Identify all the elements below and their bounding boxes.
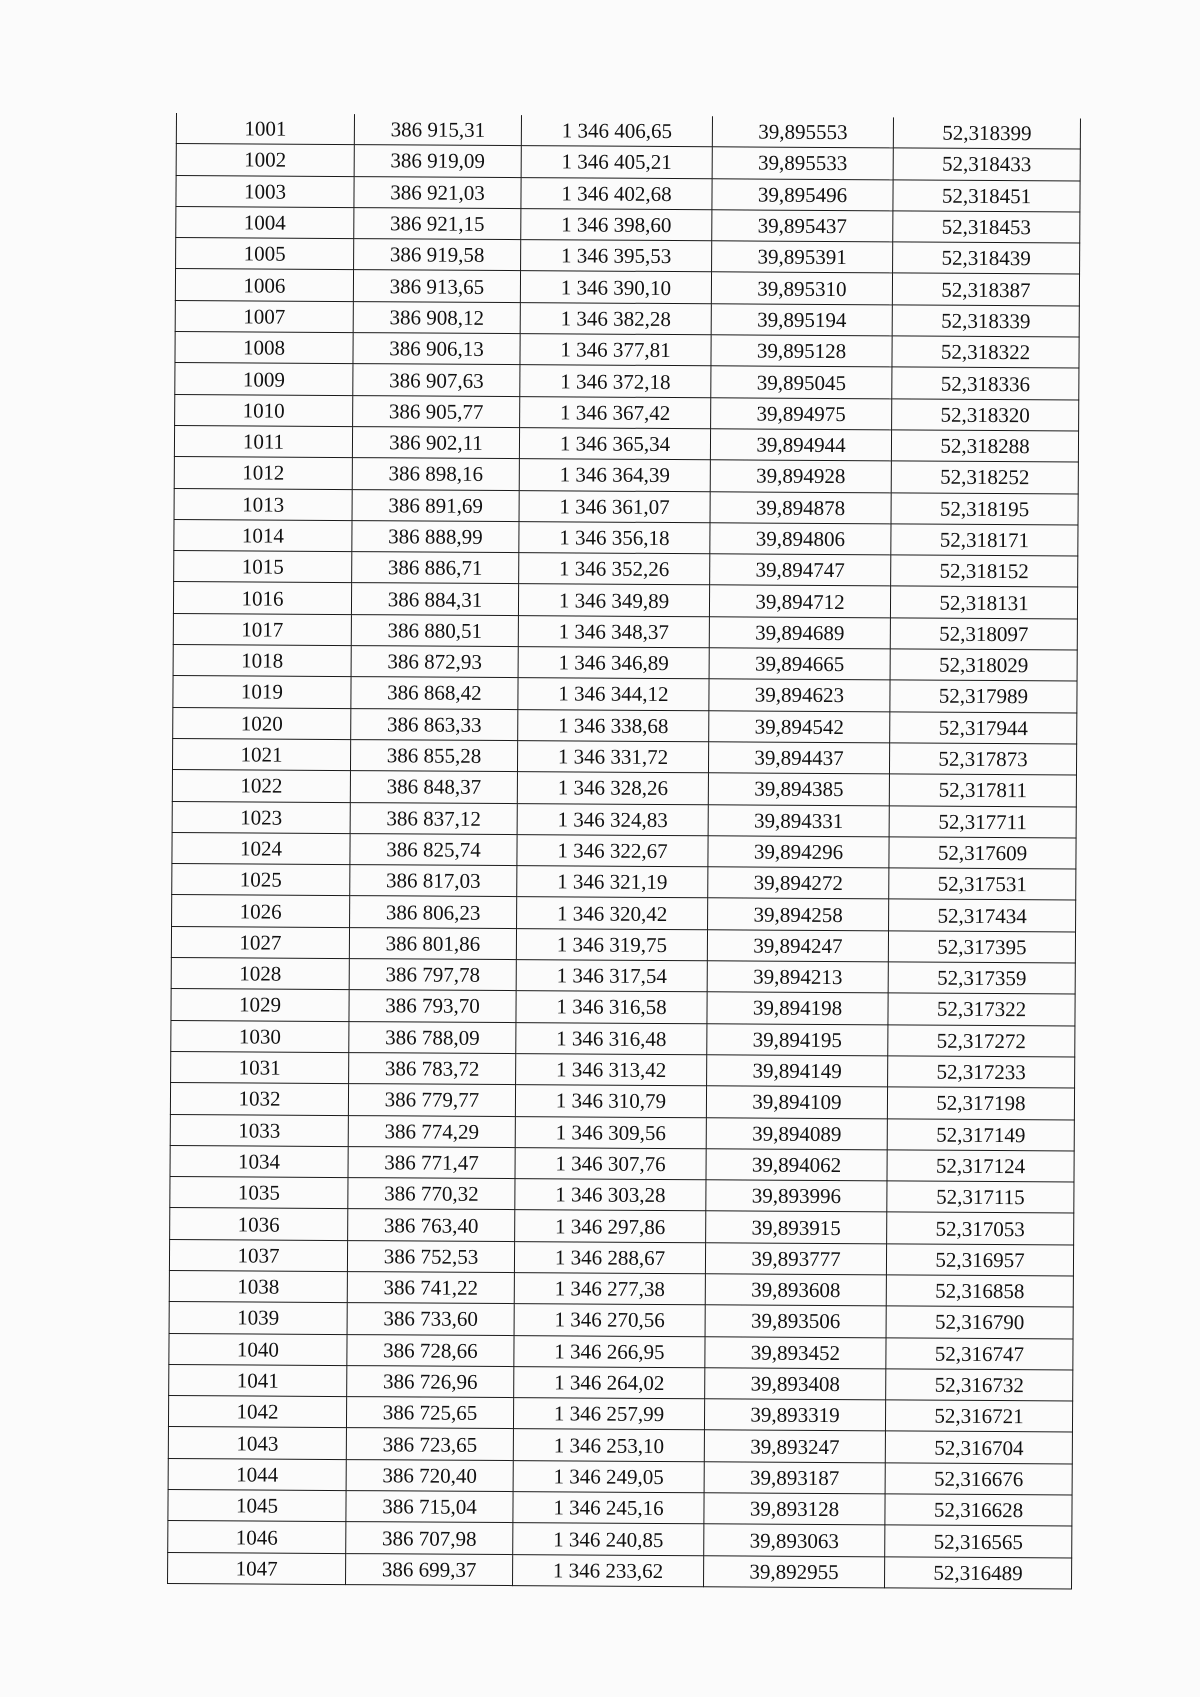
latitude-cell: 39,893996 <box>706 1180 887 1212</box>
point-number-cell: 1044 <box>168 1458 346 1490</box>
longitude-cell: 52,317322 <box>888 993 1075 1025</box>
y-coordinate-cell: 1 346 264,02 <box>514 1366 705 1398</box>
x-coordinate-cell: 386 733,60 <box>347 1303 514 1335</box>
longitude-cell: 52,317272 <box>888 1024 1075 1056</box>
y-coordinate-cell: 1 346 249,05 <box>513 1460 704 1492</box>
x-coordinate-cell: 386 902,11 <box>352 427 519 459</box>
latitude-cell: 39,894213 <box>707 961 888 993</box>
point-number-cell: 1011 <box>174 425 352 457</box>
y-coordinate-cell: 1 346 233,62 <box>513 1554 704 1586</box>
x-coordinate-cell: 386 752,53 <box>347 1240 514 1272</box>
longitude-cell: 52,317233 <box>888 1056 1075 1088</box>
x-coordinate-cell: 386 801,86 <box>349 927 516 959</box>
latitude-cell: 39,894437 <box>708 742 889 774</box>
latitude-cell: 39,893247 <box>704 1430 885 1462</box>
x-coordinate-cell: 386 779,77 <box>348 1084 515 1116</box>
latitude-cell: 39,893187 <box>704 1462 885 1494</box>
point-number-cell: 1005 <box>176 238 354 270</box>
point-number-cell: 1009 <box>175 363 353 395</box>
x-coordinate-cell: 386 793,70 <box>349 990 516 1022</box>
longitude-cell: 52,317989 <box>890 680 1077 712</box>
longitude-cell: 52,316704 <box>885 1431 1072 1463</box>
longitude-cell: 52,318336 <box>892 367 1079 399</box>
point-number-cell: 1029 <box>171 989 349 1021</box>
longitude-cell: 52,318252 <box>891 461 1078 493</box>
point-number-cell: 1040 <box>169 1333 347 1365</box>
y-coordinate-cell: 1 346 316,58 <box>516 991 707 1023</box>
point-number-cell: 1039 <box>169 1302 347 1334</box>
longitude-cell: 52,317944 <box>890 712 1077 744</box>
x-coordinate-cell: 386 863,33 <box>351 708 518 740</box>
longitude-cell: 52,318029 <box>890 649 1077 681</box>
y-coordinate-cell: 1 346 316,48 <box>516 1022 707 1054</box>
latitude-cell: 39,894272 <box>708 867 889 899</box>
longitude-cell: 52,316565 <box>885 1525 1072 1557</box>
longitude-cell: 52,318131 <box>890 586 1077 618</box>
point-number-cell: 1008 <box>175 332 353 364</box>
point-number-cell: 1026 <box>172 895 350 927</box>
point-number-cell: 1001 <box>176 113 354 145</box>
x-coordinate-cell: 386 907,63 <box>353 364 520 396</box>
longitude-cell: 52,317711 <box>889 805 1076 837</box>
point-number-cell: 1015 <box>174 551 352 583</box>
x-coordinate-cell: 386 891,69 <box>352 489 519 521</box>
x-coordinate-cell: 386 788,09 <box>349 1021 516 1053</box>
longitude-cell: 52,318152 <box>891 555 1078 587</box>
longitude-cell: 52,318322 <box>892 336 1079 368</box>
latitude-cell: 39,894806 <box>710 523 891 555</box>
point-number-cell: 1035 <box>170 1177 348 1209</box>
latitude-cell: 39,893777 <box>705 1242 886 1274</box>
y-coordinate-cell: 1 346 331,72 <box>517 741 708 773</box>
longitude-cell: 52,317149 <box>887 1118 1074 1150</box>
longitude-cell: 52,316732 <box>886 1369 1073 1401</box>
x-coordinate-cell: 386 868,42 <box>351 677 518 709</box>
y-coordinate-cell: 1 346 361,07 <box>519 490 710 522</box>
longitude-cell: 52,317115 <box>887 1181 1074 1213</box>
point-number-cell: 1002 <box>176 144 354 176</box>
y-coordinate-cell: 1 346 257,99 <box>513 1398 704 1430</box>
x-coordinate-cell: 386 825,74 <box>350 833 517 865</box>
point-number-cell: 1025 <box>172 864 350 896</box>
longitude-cell: 52,318453 <box>893 211 1080 243</box>
y-coordinate-cell: 1 346 277,38 <box>514 1273 705 1305</box>
y-coordinate-cell: 1 346 382,28 <box>520 302 711 334</box>
longitude-cell: 52,317531 <box>889 868 1076 900</box>
y-coordinate-cell: 1 346 313,42 <box>516 1053 707 1085</box>
y-coordinate-cell: 1 346 406,65 <box>521 115 712 147</box>
latitude-cell: 39,894385 <box>708 773 889 805</box>
point-number-cell: 1027 <box>171 926 349 958</box>
x-coordinate-cell: 386 707,98 <box>346 1522 513 1554</box>
y-coordinate-cell: 1 346 324,83 <box>517 803 708 835</box>
table-row <box>168 1552 1072 1589</box>
point-number-cell: 1010 <box>175 394 353 426</box>
point-number-cell: 1007 <box>175 300 353 332</box>
point-number-cell: 1017 <box>173 613 351 645</box>
point-number-cell: 1019 <box>173 676 351 708</box>
x-coordinate-cell: 386 848,37 <box>350 771 517 803</box>
y-coordinate-cell: 1 346 266,95 <box>514 1335 705 1367</box>
y-coordinate-cell: 1 346 356,18 <box>519 521 710 553</box>
latitude-cell: 39,894712 <box>709 585 890 617</box>
longitude-cell: 52,316489 <box>885 1557 1072 1589</box>
x-coordinate-cell: 386 741,22 <box>347 1272 514 1304</box>
latitude-cell: 39,894747 <box>710 554 891 586</box>
point-number-cell: 1042 <box>168 1396 346 1428</box>
point-number-cell: 1032 <box>170 1083 348 1115</box>
y-coordinate-cell: 1 346 405,21 <box>521 146 712 178</box>
x-coordinate-cell: 386 763,40 <box>348 1209 515 1241</box>
point-number-cell: 1030 <box>171 1020 349 1052</box>
longitude-cell: 52,316676 <box>885 1463 1072 1495</box>
x-coordinate-cell: 386 783,72 <box>349 1052 516 1084</box>
y-coordinate-cell: 1 346 288,67 <box>514 1241 705 1273</box>
y-coordinate-cell: 1 346 398,60 <box>521 208 712 240</box>
latitude-cell: 39,895310 <box>711 272 892 304</box>
longitude-cell: 52,318433 <box>893 148 1080 180</box>
latitude-cell: 39,893063 <box>704 1524 885 1556</box>
point-number-cell: 1043 <box>168 1427 346 1459</box>
point-number-cell: 1046 <box>168 1521 346 1553</box>
y-coordinate-cell: 1 346 317,54 <box>516 960 707 992</box>
x-coordinate-cell: 386 797,78 <box>349 959 516 991</box>
x-coordinate-cell: 386 908,12 <box>353 301 520 333</box>
latitude-cell: 39,895496 <box>712 178 893 210</box>
latitude-cell: 39,894109 <box>706 1086 887 1118</box>
longitude-cell: 52,318097 <box>890 618 1077 650</box>
x-coordinate-cell: 386 725,65 <box>346 1397 513 1429</box>
point-number-cell: 1018 <box>173 645 351 677</box>
x-coordinate-cell: 386 728,66 <box>347 1334 514 1366</box>
y-coordinate-cell: 1 346 349,89 <box>518 584 709 616</box>
y-coordinate-cell: 1 346 297,86 <box>515 1210 706 1242</box>
longitude-cell: 52,316957 <box>886 1244 1073 1276</box>
point-number-cell: 1028 <box>171 958 349 990</box>
longitude-cell: 52,317124 <box>887 1150 1074 1182</box>
y-coordinate-cell: 1 346 270,56 <box>514 1304 705 1336</box>
longitude-cell: 52,317434 <box>889 899 1076 931</box>
latitude-cell: 39,894331 <box>708 804 889 836</box>
point-number-cell: 1014 <box>174 519 352 551</box>
coordinates-table <box>167 113 1081 1589</box>
latitude-cell: 39,894198 <box>707 992 888 1024</box>
latitude-cell: 39,895045 <box>711 366 892 398</box>
x-coordinate-cell: 386 913,65 <box>353 270 520 302</box>
x-coordinate-cell: 386 855,28 <box>350 740 517 772</box>
point-number-cell: 1022 <box>172 770 350 802</box>
longitude-cell: 52,318339 <box>892 305 1079 337</box>
latitude-cell: 39,895533 <box>712 147 893 179</box>
longitude-cell: 52,317395 <box>888 931 1075 963</box>
point-number-cell: 1004 <box>176 206 354 238</box>
longitude-cell: 52,318451 <box>893 179 1080 211</box>
y-coordinate-cell: 1 346 367,42 <box>520 396 711 428</box>
y-coordinate-cell: 1 346 352,26 <box>519 553 710 585</box>
latitude-cell: 39,894542 <box>709 710 890 742</box>
latitude-cell: 39,893452 <box>705 1336 886 1368</box>
y-coordinate-cell: 1 346 307,76 <box>515 1147 706 1179</box>
longitude-cell: 52,317053 <box>887 1212 1074 1244</box>
longitude-cell: 52,317609 <box>889 837 1076 869</box>
longitude-cell: 52,318399 <box>893 117 1080 149</box>
point-number-cell: 1016 <box>173 582 351 614</box>
latitude-cell: 39,894062 <box>706 1149 887 1181</box>
point-number-cell: 1012 <box>174 457 352 489</box>
x-coordinate-cell: 386 723,65 <box>346 1428 513 1460</box>
latitude-cell: 39,893319 <box>704 1399 885 1431</box>
longitude-cell: 52,316628 <box>885 1494 1072 1526</box>
point-number-cell: 1023 <box>172 801 350 833</box>
x-coordinate-cell: 386 919,58 <box>354 239 521 271</box>
x-coordinate-cell: 386 888,99 <box>352 520 519 552</box>
point-number-cell: 1024 <box>172 832 350 864</box>
latitude-cell: 39,894878 <box>710 491 891 523</box>
point-number-cell: 1036 <box>170 1208 348 1240</box>
point-number-cell: 1020 <box>173 707 351 739</box>
point-number-cell: 1006 <box>175 269 353 301</box>
y-coordinate-cell: 1 346 321,19 <box>517 866 708 898</box>
y-coordinate-cell: 1 346 320,42 <box>517 897 708 929</box>
latitude-cell: 39,894928 <box>710 460 891 492</box>
y-coordinate-cell: 1 346 365,34 <box>519 428 710 460</box>
y-coordinate-cell: 1 346 377,81 <box>520 334 711 366</box>
latitude-cell: 39,894089 <box>706 1117 887 1149</box>
x-coordinate-cell: 386 919,09 <box>354 145 521 177</box>
latitude-cell: 39,894258 <box>708 898 889 930</box>
point-number-cell: 1045 <box>168 1490 346 1522</box>
longitude-cell: 52,318439 <box>893 242 1080 274</box>
y-coordinate-cell: 1 346 322,67 <box>517 834 708 866</box>
x-coordinate-cell: 386 817,03 <box>350 865 517 897</box>
y-coordinate-cell: 1 346 303,28 <box>515 1179 706 1211</box>
x-coordinate-cell: 386 806,23 <box>350 896 517 928</box>
latitude-cell: 39,892955 <box>704 1555 885 1587</box>
y-coordinate-cell: 1 346 395,53 <box>521 240 712 272</box>
x-coordinate-cell: 386 921,15 <box>354 207 521 239</box>
longitude-cell: 52,318195 <box>891 492 1078 524</box>
latitude-cell: 39,895391 <box>712 241 893 273</box>
latitude-cell: 39,893128 <box>704 1493 885 1525</box>
longitude-cell: 52,316790 <box>886 1306 1073 1338</box>
x-coordinate-cell: 386 886,71 <box>352 552 519 584</box>
latitude-cell: 39,895194 <box>711 304 892 336</box>
point-number-cell: 1013 <box>174 488 352 520</box>
table-body <box>168 113 1081 1589</box>
x-coordinate-cell: 386 884,31 <box>351 583 518 615</box>
point-number-cell: 1031 <box>171 1051 349 1083</box>
x-coordinate-cell: 386 726,96 <box>347 1365 514 1397</box>
latitude-cell: 39,893506 <box>705 1305 886 1337</box>
longitude-cell: 52,316858 <box>886 1275 1073 1307</box>
x-coordinate-cell: 386 872,93 <box>351 646 518 678</box>
latitude-cell: 39,894247 <box>707 929 888 961</box>
longitude-cell: 52,317198 <box>887 1087 1074 1119</box>
x-coordinate-cell: 386 770,32 <box>348 1178 515 1210</box>
y-coordinate-cell: 1 346 348,37 <box>518 615 709 647</box>
x-coordinate-cell: 386 715,04 <box>346 1491 513 1523</box>
latitude-cell: 39,894195 <box>707 1023 888 1055</box>
latitude-cell: 39,895128 <box>711 335 892 367</box>
point-number-cell: 1003 <box>176 175 354 207</box>
y-coordinate-cell: 1 346 390,10 <box>520 271 711 303</box>
y-coordinate-cell: 1 346 364,39 <box>519 459 710 491</box>
latitude-cell: 39,893408 <box>705 1368 886 1400</box>
point-number-cell: 1021 <box>172 738 350 770</box>
y-coordinate-cell: 1 346 372,18 <box>520 365 711 397</box>
longitude-cell: 52,318320 <box>892 399 1079 431</box>
x-coordinate-cell: 386 921,03 <box>354 176 521 208</box>
longitude-cell: 52,316747 <box>886 1337 1073 1369</box>
point-number-cell: 1047 <box>168 1552 346 1584</box>
latitude-cell: 39,894689 <box>709 617 890 649</box>
y-coordinate-cell: 1 346 310,79 <box>515 1085 706 1117</box>
latitude-cell: 39,894296 <box>708 836 889 868</box>
y-coordinate-cell: 1 346 253,10 <box>513 1429 704 1461</box>
latitude-cell: 39,894665 <box>709 648 890 680</box>
y-coordinate-cell: 1 346 240,85 <box>513 1523 704 1555</box>
point-number-cell: 1037 <box>169 1239 347 1271</box>
longitude-cell: 52,318387 <box>892 273 1079 305</box>
y-coordinate-cell: 1 346 402,68 <box>521 177 712 209</box>
y-coordinate-cell: 1 346 309,56 <box>515 1116 706 1148</box>
point-number-cell: 1034 <box>170 1145 348 1177</box>
latitude-cell: 39,895437 <box>712 210 893 242</box>
y-coordinate-cell: 1 346 319,75 <box>516 928 707 960</box>
y-coordinate-cell: 1 346 328,26 <box>517 772 708 804</box>
longitude-cell: 52,317359 <box>888 962 1075 994</box>
point-number-cell: 1038 <box>169 1270 347 1302</box>
x-coordinate-cell: 386 880,51 <box>351 614 518 646</box>
latitude-cell: 39,894149 <box>707 1055 888 1087</box>
x-coordinate-cell: 386 906,13 <box>353 333 520 365</box>
x-coordinate-cell: 386 898,16 <box>352 458 519 490</box>
longitude-cell: 52,317811 <box>889 774 1076 806</box>
longitude-cell: 52,317873 <box>889 743 1076 775</box>
latitude-cell: 39,895553 <box>712 116 893 148</box>
longitude-cell: 52,318288 <box>891 430 1078 462</box>
y-coordinate-cell: 1 346 344,12 <box>518 678 709 710</box>
x-coordinate-cell: 386 837,12 <box>350 802 517 834</box>
x-coordinate-cell: 386 771,47 <box>348 1146 515 1178</box>
x-coordinate-cell: 386 774,29 <box>348 1115 515 1147</box>
x-coordinate-cell: 386 720,40 <box>346 1459 513 1491</box>
latitude-cell: 39,894944 <box>710 429 891 461</box>
point-number-cell: 1033 <box>170 1114 348 1146</box>
x-coordinate-cell: 386 915,31 <box>354 114 521 146</box>
latitude-cell: 39,894975 <box>711 397 892 429</box>
y-coordinate-cell: 1 346 346,89 <box>518 647 709 679</box>
latitude-cell: 39,893915 <box>706 1211 887 1243</box>
x-coordinate-cell: 386 905,77 <box>353 395 520 427</box>
point-number-cell: 1041 <box>169 1364 347 1396</box>
latitude-cell: 39,894623 <box>709 679 890 711</box>
y-coordinate-cell: 1 346 245,16 <box>513 1492 704 1524</box>
longitude-cell: 52,316721 <box>885 1400 1072 1432</box>
longitude-cell: 52,318171 <box>891 524 1078 556</box>
y-coordinate-cell: 1 346 338,68 <box>518 709 709 741</box>
latitude-cell: 39,893608 <box>705 1274 886 1306</box>
x-coordinate-cell: 386 699,37 <box>346 1553 513 1585</box>
